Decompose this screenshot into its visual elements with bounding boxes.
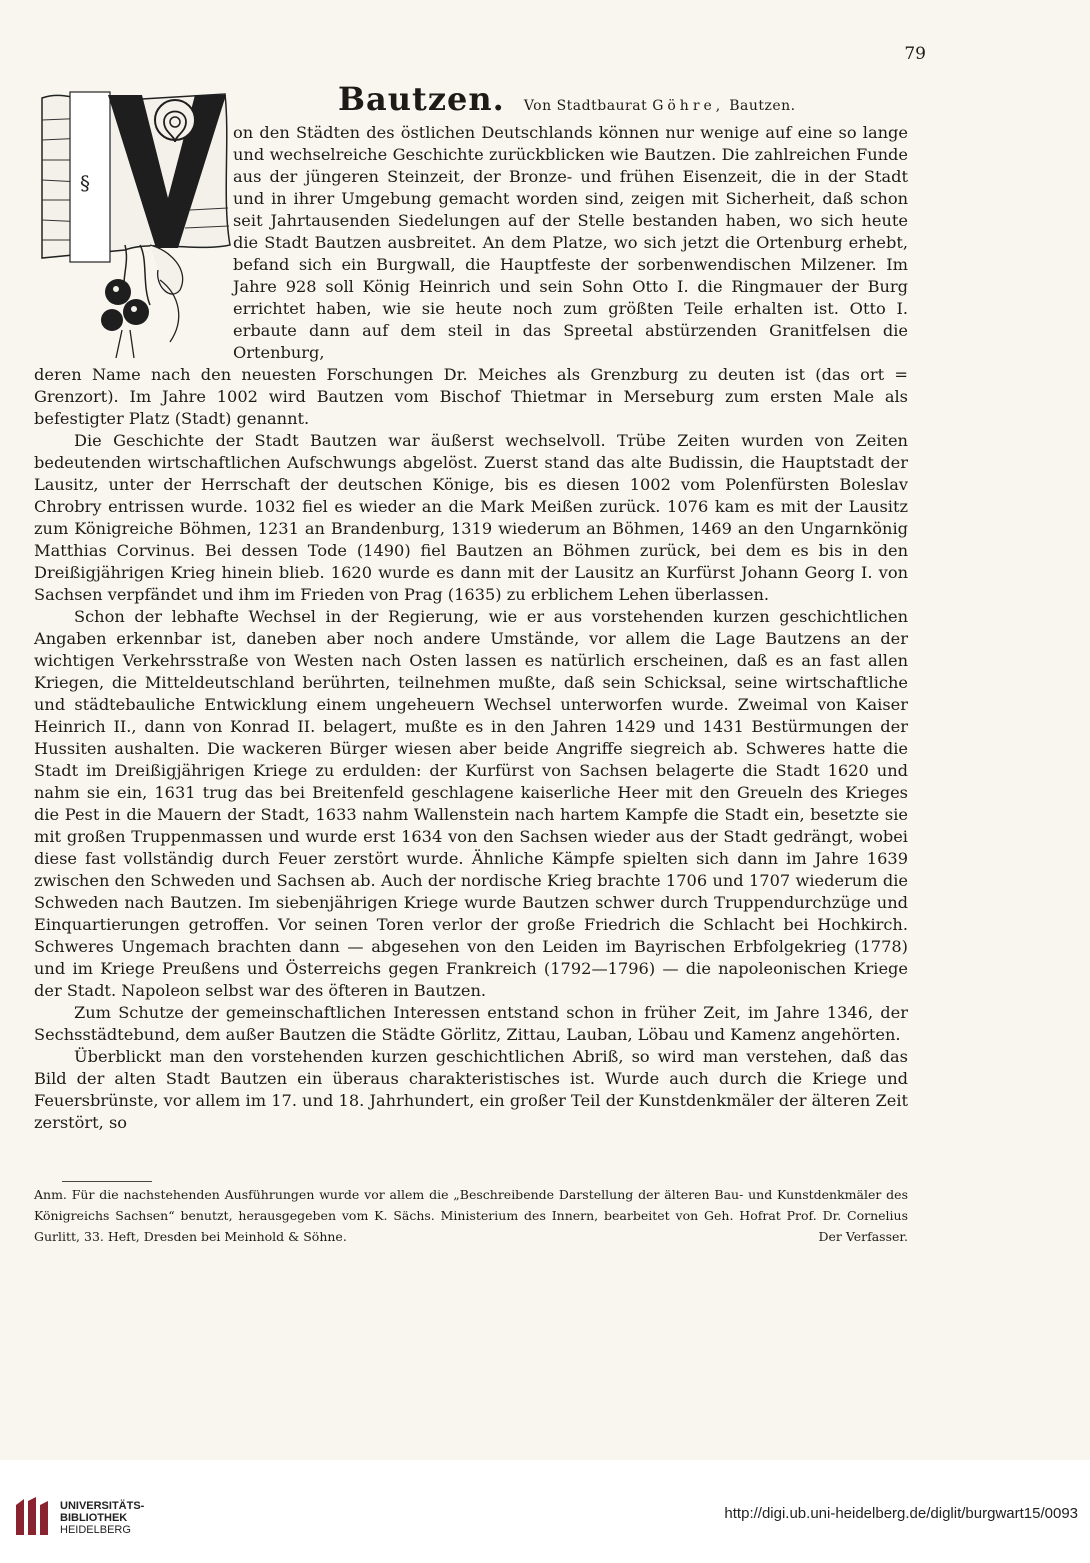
footnote-divider <box>62 1181 152 1182</box>
byline-place: Bautzen. <box>729 98 796 114</box>
source-url-link[interactable]: http://digi.ub.uni-heidelberg.de/diglit/burgwart15/0093 <box>724 1505 1078 1522</box>
university-logo-icon[interactable] <box>12 1495 52 1539</box>
article-body <box>34 364 908 1134</box>
footnote-text: Anm. Für die nachstehenden Ausführungen wurde vor allem die „Beschreibende Darstellung der älteren Bau- und Kunstdenkmäler des Königreichs Sachsen“ benutzt, herausgegeben vom K. Sächs. Ministerium des Innern, bearbeitet von Geh. Hofrat Prof. Dr. Cornelius Gurlitt, 33. Heft, Dresden bei Meinhold & Söhne. <box>34 1187 908 1244</box>
article-header <box>338 80 796 118</box>
author-name: Göhre, <box>652 98 725 114</box>
library-name-line-3: HEIDELBERG <box>60 1524 131 1536</box>
paragraph-5: Überblickt man den vorstehenden kurzen geschichtlichen Abriß, so wird man verstehen, daß das Bild der alten Stadt Bautzen ein überaus charakteristisches ist. Wurde auch durch die Kriege und Feuersbrünste, vor allem im 17. und 18. Jahrhundert, ein großer Teil der Kunstdenkmäler der älteren Zeit zerstört, so <box>34 1047 908 1132</box>
byline <box>524 98 796 114</box>
decorative-initial-v-icon <box>30 80 235 365</box>
paragraph-2: Die Geschichte der Stadt Bautzen war äußerst wechselvoll. Trübe Zeiten wurden von Zeiten bedeutenden wirtschaftlichen Aufschwungs abgelöst. Zuerst stand das alte Budissin, die Hauptstadt der Lausitz, unter der Herrschaft der deutschen Könige, bis es diesen 1002 vom Polenfürsten Boleslav Chrobry entrissen wurde. 1032 fiel es wieder an die Mark Meißen zurück. 1076 kam es mit der Lausitz zum Königreiche Böhmen, 1231 an Brandenburg, 1319 wiederum an Böhmen, 1469 an den Ungarnkönig Matthias Corvinus. Bei dessen Tode (1490) fiel Bautzen an Böhmen zurück, bei dem es bis in den Dreißigjährigen Krieg hinein blieb. 1620 wurde es dann mit der Lausitz an Kurfürst Johann Georg I. von Sachsen verpfändet und ihm im Frieden von Prag (1635) zu erblichem Lehen überlassen. <box>34 431 908 604</box>
page-number: 79 <box>904 44 926 64</box>
footnote-signature: Der Verfasser. <box>818 1229 908 1244</box>
byline-prefix: Von Stadtbaurat <box>523 98 648 114</box>
library-name[interactable] <box>60 1500 144 1536</box>
article-title: Bautzen. <box>338 80 505 118</box>
paragraph-1: deren Name nach den neuesten Forschungen Dr. Meiches als Grenzburg zu deuten ist (das ort = Grenzort). Im Jahre 1002 wird Bautzen vom Bischof Thietmar in Merseburg zum ersten Male als befestigter Platz (Stadt) genannt. <box>34 365 908 428</box>
initial-glyph-s: § <box>80 171 90 195</box>
paragraph-3: Schon der lebhafte Wechsel in der Regierung, wie er aus vorstehenden kurzen geschichtlichen Angaben erkennbar ist, daneben aber noch andere Umstände, vor allem die Lage Bautzens an der wichtigen Verkehrsstraße von Westen nach Osten lassen es natürlich erscheinen, daß es an fast allen Kriegen, die Mitteldeutschland berührten, teilnehmen mußte, daß sein Schicksal, seine wirtschaftliche und städtebauliche Entwicklung einem ungeheuern Wechsel unterworfen wurde. Zweimal von Kaiser Heinrich II., dann von Konrad II. belagert, mußte es in den Jahren 1429 und 1431 Bestürmungen der Hussiten aushalten. Die wackeren Bürger wiesen aber beide Angriffe siegreich ab. Schweres hatte die Stadt im Dreißigjährigen Kriege zu erdulden: der Kurfürst von Sachsen belagerte die Stadt 1620 und nahm sie ein, 1631 trug das bei Breitenfeld geschlagene kaiserliche Heer mit den Greueln des Krieges die Pest in die Mauern der Stadt, 1633 nahm Wallenstein nach hartem Kampfe die Stadt ein, besetzte sie mit großen Truppenmassen und wurde erst 1634 von den Sachsen wieder aus der Stadt gedrängt, wobei diese fast vollständig durch Feuer zerstört wurde. Ähnliche Kämpfe spielten sich dann im Jahre 1639 zwischen den Schweden und Sachsen ab. Auch der nordische Krieg brachte 1706 und 1707 wiederum die Schweden nach Bautzen. Im siebenjährigen Kriege wurde Bautzen schwer durch Truppendurchzüge und Einquartierungen getroffen. Vor seinen Toren verlor der große Friedrich die Schlacht bei Hochkirch. Schweres Ungemach brachten dann — abgesehen von den Leiden im Bayrischen Erbfolgekrieg (1778) und im Kriege Preußens und Österreichs gegen Frankreich (1792—1796) — die napoleonischen Kriege der Stadt. Napoleon selbst war des öfteren in Bautzen. <box>34 607 908 1000</box>
library-name-line-2: BIBLIOTHEK <box>60 1512 128 1524</box>
footnote <box>34 1184 908 1247</box>
library-name-line-1: UNIVERSITÄTS- <box>60 1500 145 1512</box>
paragraph-4: Zum Schutze der gemeinschaftlichen Interessen entstand schon in früher Zeit, im Jahre 1346, der Sechsstädtebund, dem außer Bautzen die Städte Görlitz, Zittau, Lauban, Löbau und Kamenz angehörten. <box>34 1003 908 1044</box>
lead-paragraph: on den Städten des östlichen Deutschlands können nur wenige auf eine so lange und wechselreiche Geschichte zurückblicken wie Bautzen. Die zahlreichen Funde aus der jüngeren Steinzeit, der Bronze- und frühen Eisenzeit, die in der Stadt und in ihrer Umgebung gemacht worden sind, zeigen mit Sicherheit, daß schon seit Jahrtausenden Siedelungen auf der Stelle bestanden haben, wo sich heute die Stadt Bautzen ausbreitet. An dem Platze, wo sich jetzt die Ortenburg erhebt, befand sich ein Burgwall, die Hauptfeste der sorbenwendischen Milzener. Im Jahre 928 soll König Heinrich und sein Sohn Otto I. die Ringmauer der Burg errichtet haben, wie sie heute noch zum größten Teile erhalten ist. Otto I. erbaute dann auf dem steil in das Spreetal abstürzenden Granitfelsen die Ortenburg, <box>233 123 908 362</box>
